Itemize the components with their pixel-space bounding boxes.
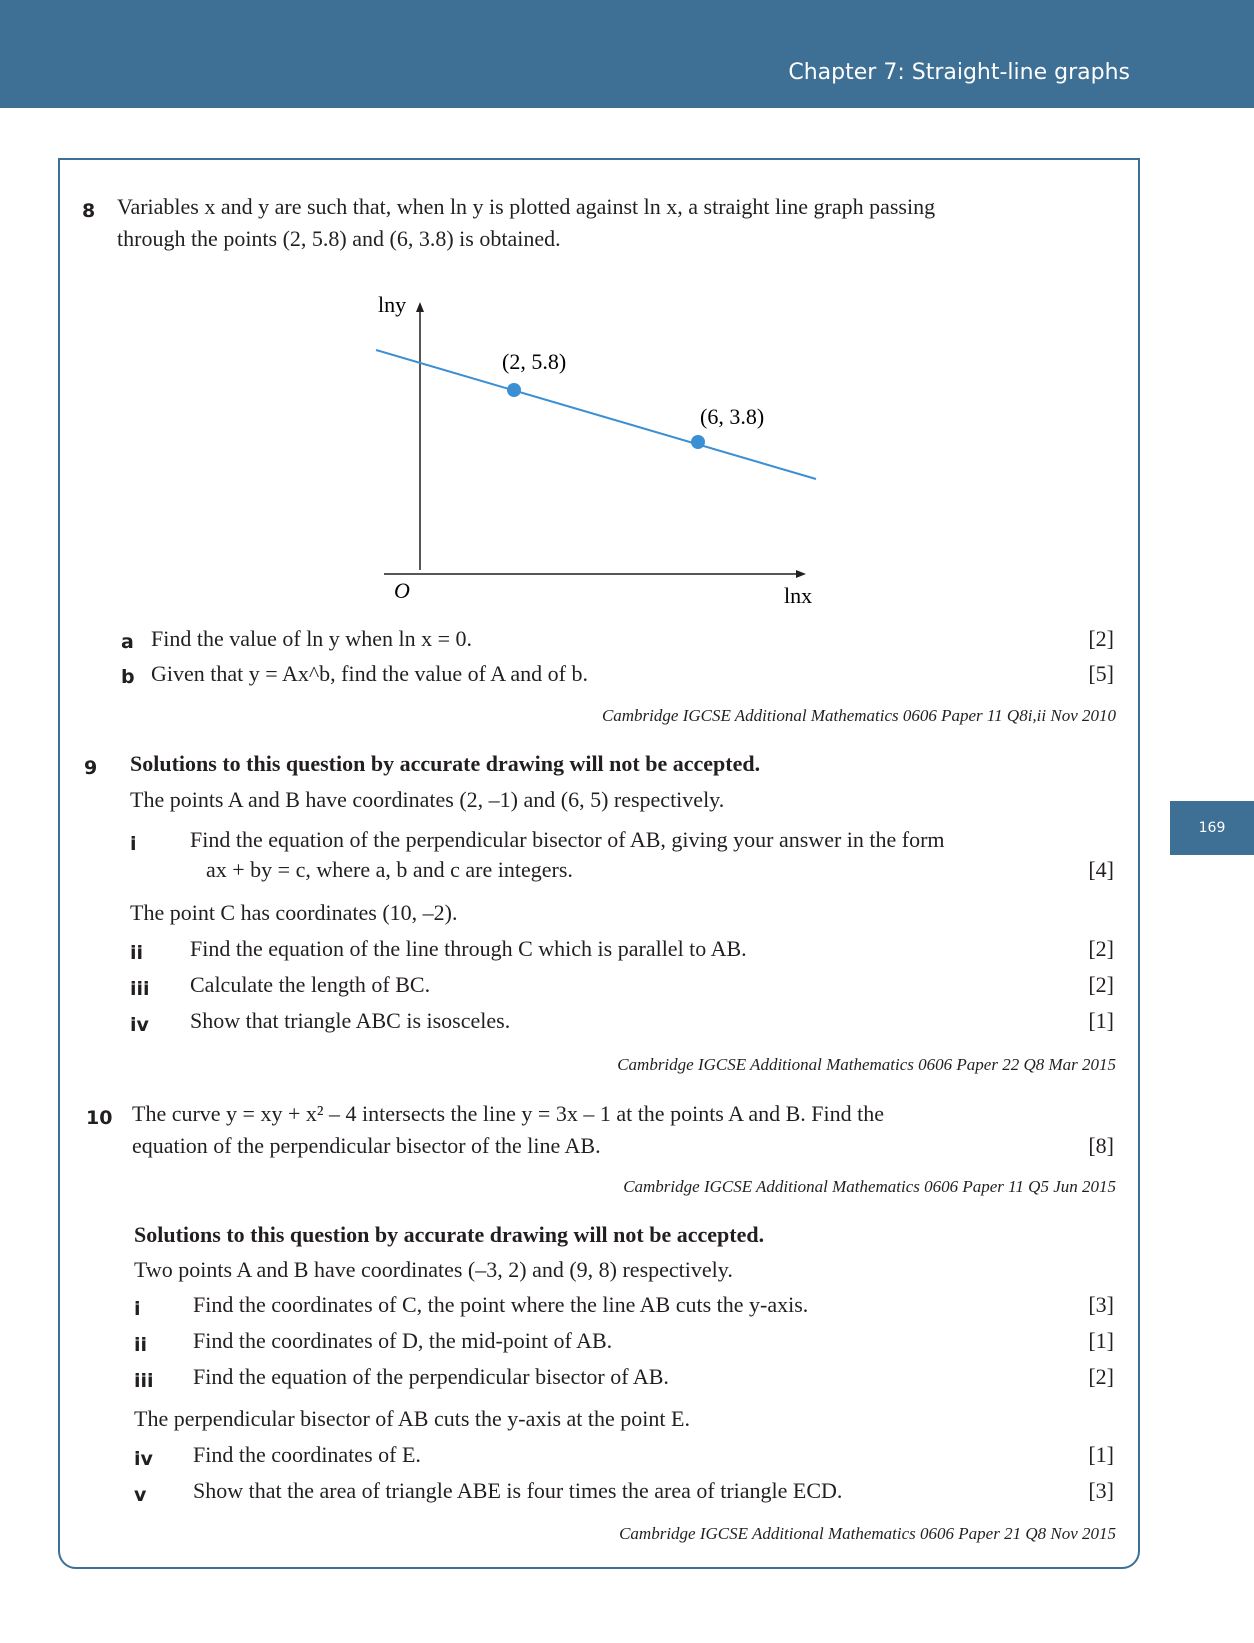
chapter-header-bar — [0, 0, 1254, 108]
question-11ii-mark: [1] — [1088, 1328, 1114, 1353]
question-11i-mark: [3] — [1088, 1292, 1114, 1317]
question-8-graph — [360, 290, 840, 610]
question-11iv-label: iv — [134, 1448, 153, 1470]
question-9iv-text: Show that triangle ABC is isosceles. — [190, 1008, 511, 1033]
page-number-tab — [1170, 801, 1254, 855]
origin-label: O — [394, 578, 410, 603]
question-9-number: 9 — [84, 757, 98, 779]
question-9i-line-2: ax + by = c, where a, b and c are integers. — [206, 857, 573, 882]
question-9iv-label: iv — [130, 1014, 149, 1036]
y-axis-label: lny — [378, 292, 407, 317]
question-8a-text: Find the value of ln y when ln x = 0. — [151, 626, 472, 651]
question-8-number: 8 — [82, 200, 96, 222]
point-6-3.8 — [691, 435, 705, 449]
x-axis-label: lnx — [784, 583, 813, 608]
question-8b-text: Given that y = Ax^b, find the value of A and of b. — [151, 661, 588, 686]
question-9-source: Cambridge IGCSE Additional Mathematics 0606 Paper 22 Q8 Mar 2015 — [617, 1055, 1116, 1074]
question-9ii-text: Find the equation of the line through C which is parallel to AB. — [190, 936, 747, 961]
question-9i-label: i — [130, 833, 137, 855]
question-10-line-1: The curve y = xy + x² – 4 intersects the line y = 3x – 1 at the points A and B. Find the — [132, 1101, 884, 1126]
chapter-title: Chapter 7: Straight-line graphs — [788, 60, 1130, 85]
question-11-note: Solutions to this question by accurate drawing will not be accepted. — [134, 1222, 765, 1247]
question-8-line-2: through the points (2, 5.8) and (6, 3.8) is obtained. — [117, 226, 561, 251]
question-10-line-2: equation of the perpendicular bisector of the line AB. — [132, 1133, 601, 1158]
question-9-c-intro: The point C has coordinates (10, –2). — [130, 900, 458, 925]
question-11-e-intro: The perpendicular bisector of AB cuts the y-axis at the point E. — [134, 1406, 690, 1431]
question-8-line-1: Variables x and y are such that, when ln y is plotted against ln x, a straight line graph passing — [117, 194, 936, 219]
page-number: 169 — [1198, 820, 1226, 836]
point-2-5.8 — [507, 383, 521, 397]
question-10-number: 10 — [86, 1107, 113, 1129]
question-11-source: Cambridge IGCSE Additional Mathematics 0606 Paper 21 Q8 Nov 2015 — [619, 1524, 1116, 1543]
question-11iii-mark: [2] — [1088, 1364, 1114, 1389]
question-11v-label: v — [134, 1484, 147, 1506]
question-10-source: Cambridge IGCSE Additional Mathematics 0606 Paper 11 Q5 Jun 2015 — [623, 1177, 1116, 1196]
question-11iii-text: Find the equation of the perpendicular bisector of AB. — [193, 1364, 669, 1389]
question-11i-label: i — [134, 1298, 141, 1320]
question-8b-label: b — [121, 666, 135, 688]
question-11iv-text: Find the coordinates of E. — [193, 1442, 421, 1467]
question-11iii-label: iii — [134, 1370, 154, 1392]
question-11i-text: Find the coordinates of C, the point where the line AB cuts the y-axis. — [193, 1292, 809, 1317]
question-9-intro: The points A and B have coordinates (2, –1) and (6, 5) respectively. — [130, 787, 725, 812]
question-11iv-mark: [1] — [1088, 1442, 1114, 1467]
question-9iv-mark: [1] — [1088, 1008, 1114, 1033]
point-1-label: (2, 5.8) — [502, 349, 567, 374]
question-11ii-label: ii — [134, 1334, 148, 1356]
question-8a-mark: [2] — [1088, 626, 1114, 651]
question-9iii-label: iii — [130, 978, 150, 1000]
question-11v-text: Show that the area of triangle ABE is four times the area of triangle ECD. — [193, 1478, 843, 1503]
question-9i-mark: [4] — [1088, 857, 1114, 882]
question-9-note: Solutions to this question by accurate drawing will not be accepted. — [130, 751, 761, 776]
question-9iii-mark: [2] — [1088, 972, 1114, 997]
question-8-source: Cambridge IGCSE Additional Mathematics 0606 Paper 11 Q8i,ii Nov 2010 — [601, 706, 1116, 725]
question-8a-label: a — [121, 631, 134, 653]
question-9i-line-1: Find the equation of the perpendicular bisector of AB, giving your answer in the form — [190, 827, 945, 852]
question-11v-mark: [3] — [1088, 1478, 1114, 1503]
question-10-mark: [8] — [1088, 1133, 1114, 1158]
question-9ii-label: ii — [130, 942, 144, 964]
question-9iii-text: Calculate the length of BC. — [190, 972, 431, 997]
question-8b-mark: [5] — [1088, 661, 1114, 686]
question-9ii-mark: [2] — [1088, 936, 1114, 961]
point-2-label: (6, 3.8) — [700, 404, 765, 429]
y-axis-arrow — [416, 302, 424, 312]
question-11ii-text: Find the coordinates of D, the mid-point of AB. — [193, 1328, 613, 1353]
question-11-intro: Two points A and B have coordinates (–3, 2) and (9, 8) respectively. — [134, 1257, 733, 1282]
x-axis-arrow — [796, 570, 806, 578]
